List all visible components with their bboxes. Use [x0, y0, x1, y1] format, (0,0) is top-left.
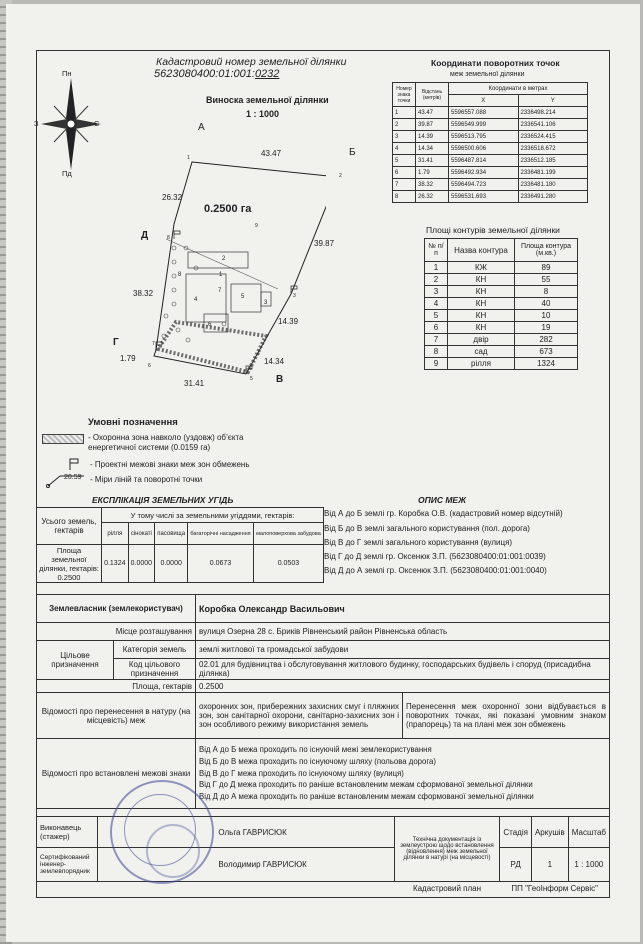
border-line-3: Від В до Г землі загального користування (вулиця) — [324, 538, 513, 547]
coords-title: Координати поворотних точок — [431, 58, 560, 68]
flag-icon — [68, 458, 80, 470]
edge-b-3: 39.87 — [314, 239, 335, 248]
table-row: 2 КН 55 — [425, 274, 578, 286]
border-line-5: Від Д до А землі гр. Оксенюк З.П. (5623080400:01:001:0040) — [324, 566, 547, 575]
contour-2: 2 — [222, 256, 226, 262]
table-row: 1 43.47 5596557.088 2336498.214 — [393, 107, 588, 119]
line-measure-icon — [46, 474, 86, 488]
edge-4-5: 14.34 — [264, 357, 285, 366]
table-row: 3 КН 8 — [425, 286, 578, 298]
table-row: 3 14.39 5596513.795 2336524.415 — [393, 131, 588, 143]
plan-scale: 1 : 1000 — [246, 109, 280, 119]
contour-4: 4 — [194, 297, 198, 303]
edge-a-b: 43.47 — [261, 149, 282, 158]
edge-6-7: 1.79 — [120, 354, 136, 363]
point-8: 8 — [167, 235, 170, 241]
explication-area: Площа земельної ділянки, гектарів: 0.2500 — [37, 545, 102, 583]
document-sheet — [6, 4, 640, 942]
coords-subtitle: меж земельної ділянки — [450, 71, 525, 78]
legend-item-lines: - Міри ліній та поворотні точки — [90, 475, 203, 484]
compass-south: Пд — [62, 169, 72, 178]
contour-3: 3 — [264, 300, 268, 306]
edge-7-8: 38.32 — [133, 289, 154, 298]
contour-6: 6 — [208, 322, 212, 328]
explication-table: Усього земель, гектарів У тому числі за земельними угіддями, гектарів: рілля сінокаті пасовища багаторічні насадження малоповерхова забудова Площа земельної ділянки, гектарів: 0.2500 0.1324 0.0000 0.0000 0.0673 0.0503 — [36, 507, 324, 583]
cadastral-title: Кадастровий номер земельної ділянки — [156, 56, 347, 68]
table-row: 6 КН 19 — [425, 322, 578, 334]
signature-mark — [146, 824, 200, 878]
table-row: 4 КН 40 — [425, 298, 578, 310]
corner-a: А — [198, 122, 205, 133]
point-9: 9 — [255, 223, 258, 229]
table-row: 6 1.79 5596492.934 2336481.199 — [393, 167, 588, 179]
legend-item-marks: - Проектні межові знаки меж зон обмежень — [90, 460, 250, 469]
contours-title: Площі контурів земельної ділянки — [426, 225, 560, 235]
legend-sample-value: 20.59 — [64, 474, 82, 481]
table-row: 1 КЖ 89 — [425, 262, 578, 274]
corner-g: Г — [113, 337, 119, 348]
contour-5: 5 — [241, 294, 245, 300]
point-2: 2 — [339, 173, 342, 179]
compass-north: Пн — [62, 69, 72, 78]
contour-7: 7 — [218, 288, 222, 294]
point-7: 7 — [152, 341, 155, 347]
compass-west: З — [34, 119, 39, 128]
contours-table: № п/п Назва контура Площа контура (м.кв.) 1 КЖ 89 2 КН 55 3 КН 8 4 КН 40 5 КН 10 6 КН 19 7 двір 282 8 сад 673 9 рілля 1324 — [424, 238, 578, 370]
plan-title: Виноска земельної ділянки — [206, 95, 329, 105]
table-row: 2 39.87 5596549.999 2336541.106 — [393, 119, 588, 131]
contour-8: 8 — [178, 272, 182, 278]
table-row: 5 КН 10 — [425, 310, 578, 322]
borders-title: ОПИС МЕЖ — [418, 495, 466, 505]
corner-b: Б — [349, 147, 356, 158]
legend-item-zone: - Охоронна зона навколо (уздовж) об’єкта енергетичної системи (0.0159 га) — [88, 433, 244, 452]
edge-3-4: 14.39 — [278, 317, 299, 326]
corner-d: Д — [141, 230, 149, 241]
footer-table: Виконавець (стажер) Ольга ГАВРИСЮК Технічна документація із землеустрою щодо встановлення (відновлення) меж земельної ділянки в натурі (на місцевості) Стадія Аркушів Масштаб Сертифікований інженер-землевпорядник Володимир ГАВРИСЮК РД 1 1 : 1000 Кадастровий план ПП "ГеоІнформ Сервіс" — [36, 816, 610, 896]
owner-name: Коробка Олександр Васильович — [196, 595, 610, 623]
edge-5-6: 31.41 — [184, 379, 205, 388]
edge-8-a: 26.32 — [162, 193, 183, 202]
point-4: 4 — [257, 351, 260, 357]
info-table: Землевласник (землекористувач) Коробка Олександр Васильович Місце розташування вулиця Озерна 28 с. Бриків Рівненський район Рівненська область Цільове призначення Категорія земель землі житлової та громадської забудови Код цільового призначення 02.01 для будівництва і обслуговування житлового будинку, господарських будівель і споруд (присадибна ділянка) Площа, гектарів 0.2500 Відомості про перенесення в натуру (на місцевість) меж охоронних зон, прибережних захисних смуг і пляжних зон, зон санітарної охорони, санітарно-захисних зон і зон особливого режиму використання земель Перенесення меж охоронної зони відбувається в поворотних точках, які показані умовним знаком (прапорець) та на плані меж зон обмежень Відомості про встановлені межові знаки Від А до Б межа проходить по існуючій межі землекористування Від Б до В межа проходить по існуючому шляху (польова дорога) Від В до Г межа проходить по існуючому шляху (вулиця) Від Г до Д межа проходить по раніше встановленим межам сформованої земельної ділянки Від Д до А межа проходить по раніше встановленим межам сформованої земельної ділянки — [36, 594, 610, 809]
table-row: 7 38.32 5596494.723 2336481.180 — [393, 179, 588, 191]
table-row: 4 14.34 5596500.606 2336518.672 — [393, 143, 588, 155]
table-row: 8 26.32 5596531.693 2336491.280 — [393, 191, 588, 203]
table-row: 7 двір 282 — [425, 334, 578, 346]
table-row: 5 31.41 5596487.814 2336512.185 — [393, 155, 588, 167]
explication-title: ЕКСПЛІКАЦІЯ ЗЕМЕЛЬНИХ УГІДЬ — [92, 495, 234, 505]
compass-east: С — [94, 119, 100, 128]
contour-1: 1 — [219, 272, 223, 278]
point-3: 3 — [293, 293, 296, 299]
point-5: 5 — [250, 376, 253, 382]
parcel-plan — [116, 144, 326, 389]
executor-name: Ольга ГАВРИСЮК — [98, 817, 394, 848]
border-line-2: Від Б до В землі загального користування (пол. дорога) — [324, 524, 530, 533]
corner-v: В — [276, 374, 284, 385]
cadastral-number: 5623080400:01:001:0232 — [154, 68, 280, 80]
border-line-1: Від А до Б землі гр. Коробка О.В. (кадастровий номер відсутній) — [324, 509, 563, 518]
hatch-swatch-icon — [42, 434, 84, 444]
plan-area-label: 0.2500 га — [204, 203, 252, 215]
engineer-name: Володимир ГАВРИСЮК — [98, 848, 394, 881]
table-row: 9 рілля 1324 — [425, 358, 578, 370]
legend-title: Умовні позначення — [88, 417, 178, 428]
table-row: 8 сад 673 — [425, 346, 578, 358]
point-6: 6 — [148, 363, 151, 369]
point-1: 1 — [187, 155, 190, 161]
established-marks: Від А до Б межа проходить по існуючій межі землекористування Від Б до В межа проходить по існуючому шляху (польова дорога) Від В до Г межа проходить по існуючому шляху (вулиця) Від Г до Д межа проходить по раніше встановленим межам сформованої земельної ділянки Від Д до А межа проходить по раніше встановленим межам сформованої земельної ділянки — [196, 739, 610, 809]
border-line-4: Від Г до Д землі гр. Оксенюк З.П. (5623080400:01:001:0039) — [324, 552, 546, 561]
coords-table: Номер знака точки Відстань (метрів) Координати в метрах X Y 1 43.47 5596557.088 2336498.214 2 39.87 5596549.999 2336541.106 3 14.39 5596513.795 2336524.415 4 14.34 5596500.606 2336518.672 5 31.41 5596487.814 2336512.185 6 1.79 5596492.934 2336481.199 7 38.32 5596494.723 2336481.180 8 26.32 5596531.693 2336491.280 — [392, 82, 588, 203]
